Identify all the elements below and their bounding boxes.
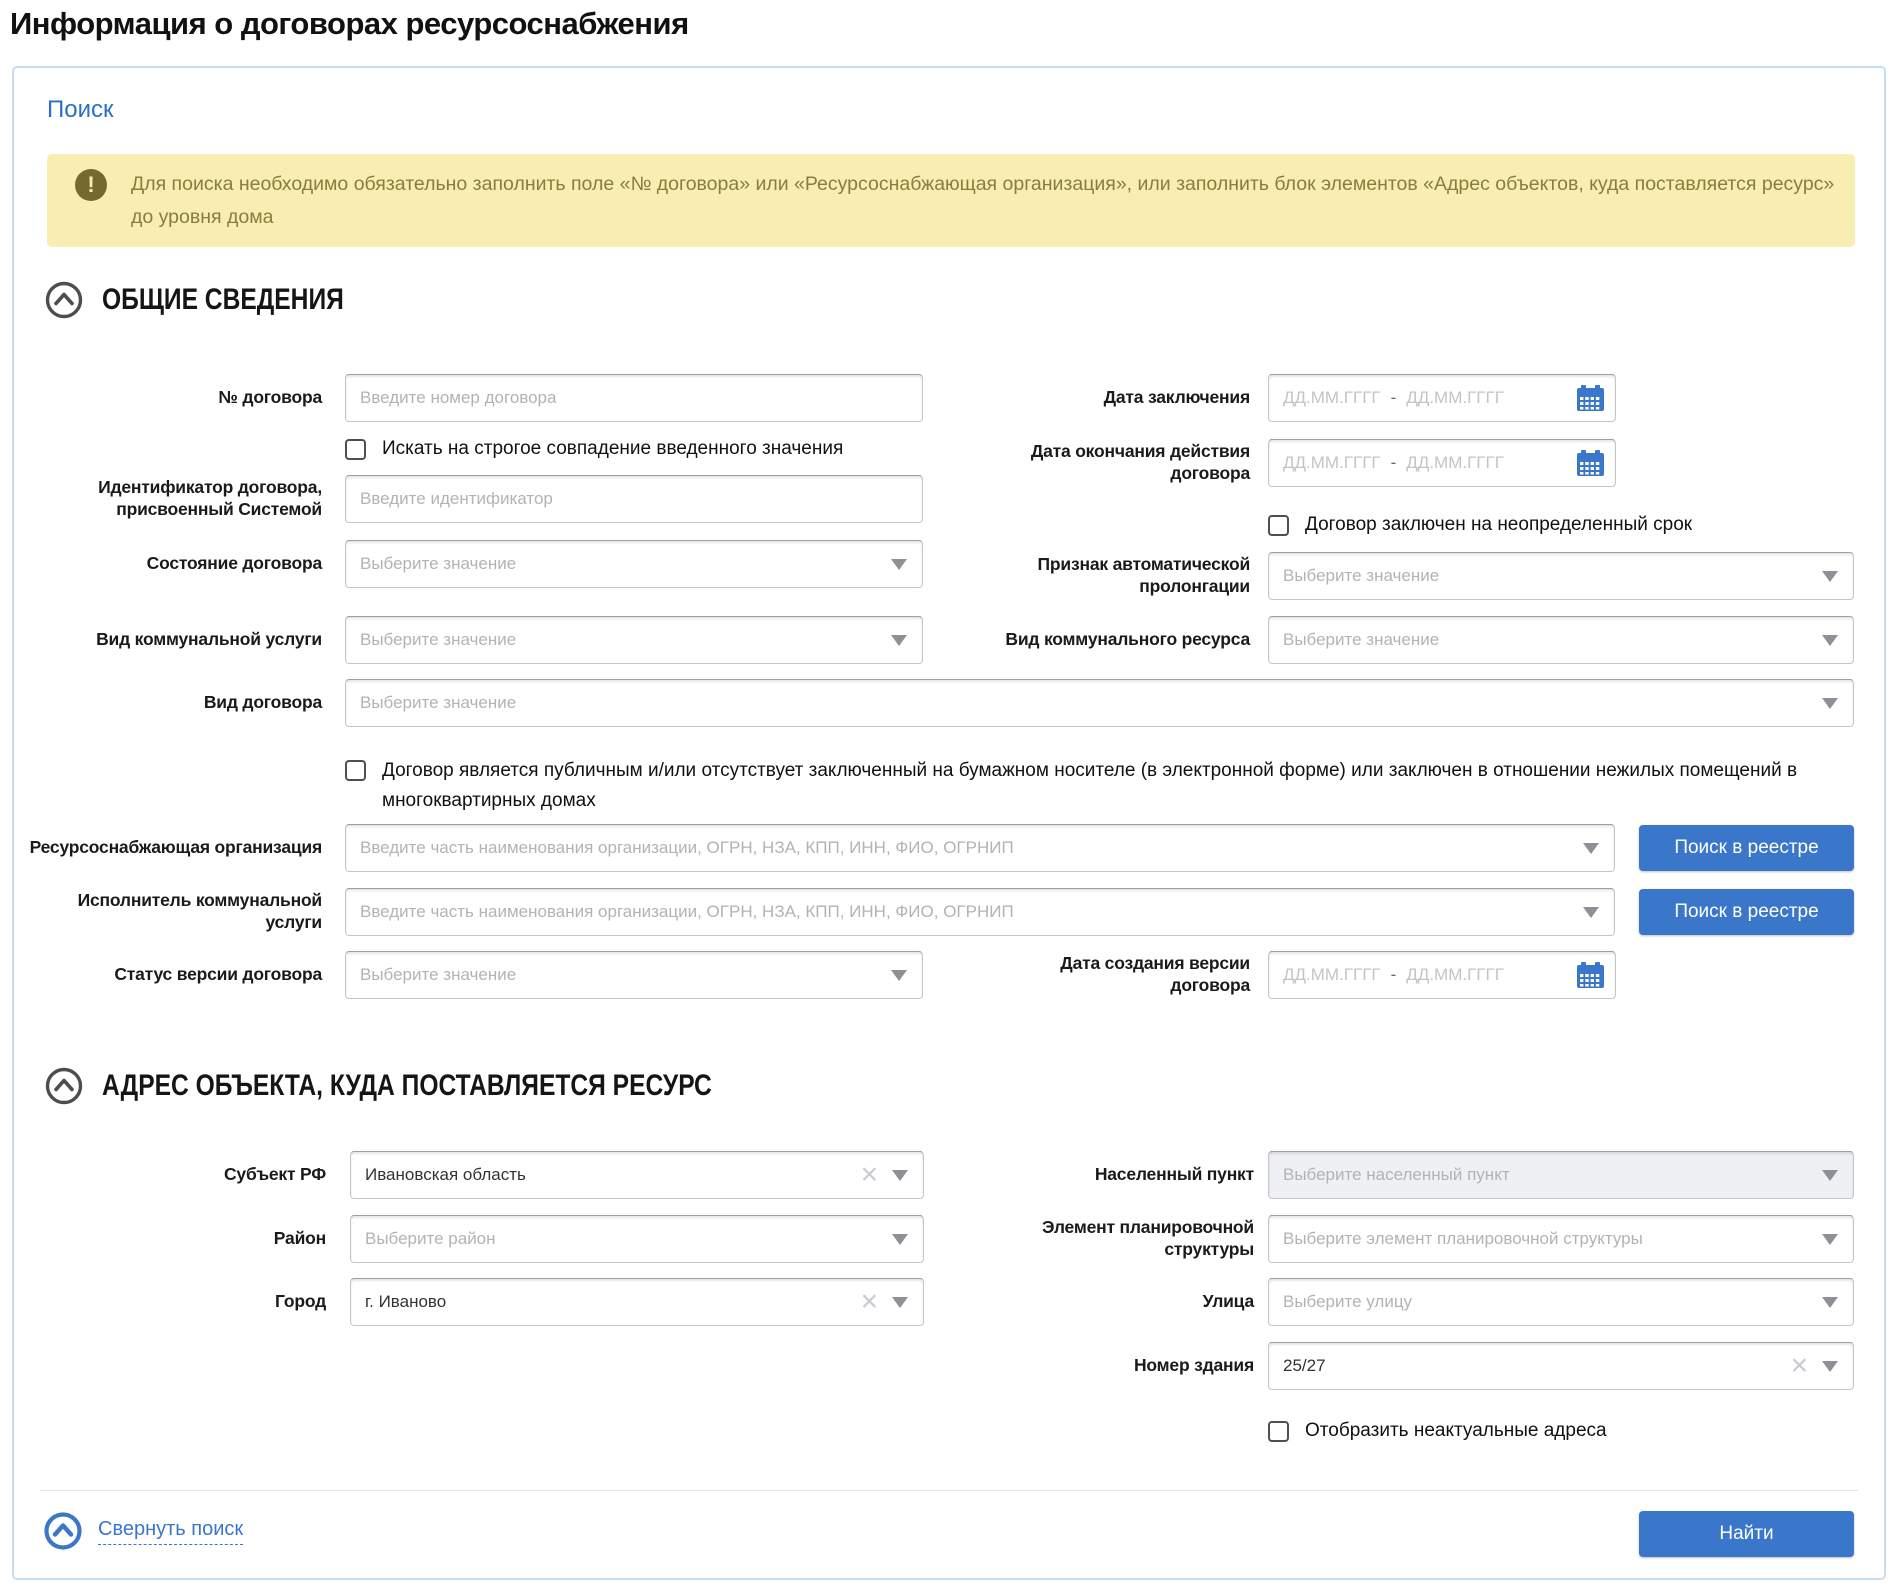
strict-match-checkbox[interactable]	[345, 439, 366, 460]
district-select[interactable]	[350, 1215, 924, 1263]
utility-resource-type-select[interactable]	[1268, 616, 1854, 664]
clear-icon[interactable]: ✕	[1789, 1352, 1809, 1379]
version-date-from[interactable]: ДД.ММ.ГГГГ	[1283, 965, 1381, 984]
chevron-down-icon[interactable]	[891, 635, 907, 646]
chevron-down-icon[interactable]	[1583, 843, 1599, 854]
expiration-date-to[interactable]: ДД.ММ.ГГГГ	[1406, 453, 1504, 472]
public-contract-checkbox[interactable]	[345, 760, 366, 781]
collapse-address-section-icon[interactable]	[44, 1066, 84, 1106]
search-heading: Поиск	[47, 96, 114, 123]
public-contract-label: Договор является публичным и/или отсутствует заключенный на бумажном носителе (в электронной форме) или заключен в отношении нежилых помещений в многоквартирных домах	[382, 760, 1798, 811]
date-separator: -	[1390, 388, 1397, 407]
contract-id-input[interactable]	[360, 489, 908, 509]
general-section-header	[44, 280, 397, 320]
page-title: Информация о договорах ресурсоснабжения	[10, 6, 689, 41]
contract-type-select[interactable]	[345, 679, 1854, 727]
indefinite-term-checkbox[interactable]	[1268, 515, 1289, 536]
select-placeholder: Выберите район	[365, 1229, 496, 1248]
indefinite-term-label: Договор заключен на неопределенный срок	[1305, 514, 1693, 535]
contract-id-field[interactable]	[345, 475, 923, 523]
contract-number-label: № договора	[218, 387, 322, 408]
select-placeholder: Выберите значение	[1283, 630, 1440, 649]
select-placeholder: Выберите населенный пункт	[1283, 1165, 1510, 1184]
version-status-label: Статус версии договора	[114, 964, 322, 985]
version-status-select[interactable]	[345, 951, 923, 999]
conclusion-date-label: Дата заключения	[1103, 387, 1250, 408]
chevron-down-icon[interactable]	[1822, 698, 1838, 709]
chevron-down-icon[interactable]	[1822, 1234, 1838, 1245]
chevron-down-icon[interactable]	[1822, 1297, 1838, 1308]
chevron-down-icon[interactable]	[892, 1297, 908, 1308]
collapse-search-link[interactable]	[42, 1510, 243, 1552]
planning-element-label: Элемент планировочной структуры	[1042, 1217, 1254, 1259]
service-executor-input[interactable]	[360, 902, 1600, 922]
street-label: Улица	[1202, 1291, 1254, 1312]
version-created-date-range[interactable]	[1268, 951, 1616, 999]
chevron-down-icon[interactable]	[1583, 907, 1599, 918]
strict-match-label: Искать на строгое совпадение введенного значения	[382, 438, 844, 459]
calendar-icon[interactable]	[1577, 385, 1604, 411]
contract-state-label: Состояние договора	[146, 553, 322, 574]
address-section-title: АДРЕС ОБЪЕКТА, КУДА ПОСТАВЛЯЕТСЯ РЕСУРС	[102, 1069, 712, 1102]
conclusion-date-from[interactable]: ДД.ММ.ГГГГ	[1283, 388, 1381, 407]
notice-banner	[47, 154, 1855, 247]
city-value: г. Иваново	[365, 1292, 447, 1311]
executor-registry-search-button[interactable]: Поиск в реестре	[1639, 889, 1854, 935]
city-label: Город	[275, 1291, 326, 1312]
find-button[interactable]: Найти	[1639, 1511, 1854, 1557]
auto-prolongation-label: Признак автоматической пролонгации	[1037, 554, 1250, 596]
warning-icon: !	[75, 169, 107, 201]
collapse-general-section-icon[interactable]	[44, 280, 84, 320]
supplier-registry-search-button[interactable]: Поиск в реестре	[1639, 825, 1854, 871]
contract-id-label: Идентификатор договора, присвоенный Системой	[98, 477, 322, 519]
building-number-label: Номер здания	[1133, 1355, 1254, 1376]
utility-service-type-label: Вид коммунальной услуги	[96, 629, 322, 650]
region-label: Субъект РФ	[223, 1164, 326, 1185]
street-select[interactable]	[1268, 1278, 1854, 1326]
contract-number-field[interactable]	[345, 374, 923, 422]
region-value: Ивановская область	[365, 1165, 526, 1184]
chevron-down-icon[interactable]	[892, 1170, 908, 1181]
settlement-select	[1268, 1151, 1854, 1199]
footer-divider	[40, 1490, 1858, 1491]
chevron-down-icon[interactable]	[891, 559, 907, 570]
building-number-combo[interactable]	[1268, 1342, 1854, 1390]
version-created-date-label: Дата создания версии договора	[1060, 953, 1250, 995]
auto-prolongation-select[interactable]	[1268, 552, 1854, 600]
calendar-icon[interactable]	[1577, 450, 1604, 476]
district-label: Район	[273, 1228, 326, 1249]
select-placeholder: Выберите значение	[360, 554, 517, 573]
address-section-header	[44, 1066, 846, 1106]
chevron-up-circle-icon[interactable]	[42, 1510, 84, 1552]
expiration-date-label: Дата окончания действия договора	[1030, 441, 1250, 483]
expiration-date-from[interactable]: ДД.ММ.ГГГГ	[1283, 453, 1381, 472]
search-panel	[12, 66, 1886, 1580]
contract-number-input[interactable]	[360, 388, 908, 408]
chevron-down-icon	[1822, 1170, 1838, 1181]
conclusion-date-range[interactable]	[1268, 374, 1616, 422]
select-placeholder: Выберите значение	[360, 965, 517, 984]
supplier-org-label: Ресурсоснабжающая организация	[29, 837, 322, 858]
chevron-down-icon[interactable]	[891, 970, 907, 981]
select-placeholder: Выберите значение	[360, 630, 517, 649]
chevron-down-icon[interactable]	[892, 1234, 908, 1245]
show-inactive-checkbox[interactable]	[1268, 1421, 1289, 1442]
planning-element-select[interactable]	[1268, 1215, 1854, 1263]
settlement-label: Населенный пункт	[1094, 1164, 1254, 1185]
supplier-org-combo[interactable]	[345, 824, 1615, 872]
contract-state-select[interactable]	[345, 540, 923, 588]
select-placeholder: Выберите значение	[1283, 566, 1440, 585]
general-section-title: ОБЩИЕ СВЕДЕНИЯ	[102, 283, 344, 316]
utility-resource-type-label: Вид коммунального ресурса	[1005, 629, 1250, 650]
chevron-down-icon[interactable]	[1822, 1361, 1838, 1372]
chevron-down-icon[interactable]	[1822, 635, 1838, 646]
clear-icon[interactable]: ✕	[859, 1288, 879, 1315]
select-placeholder: Выберите улицу	[1283, 1292, 1413, 1311]
region-combo[interactable]	[350, 1151, 924, 1199]
conclusion-date-to[interactable]: ДД.ММ.ГГГГ	[1406, 388, 1504, 407]
show-inactive-label: Отобразить неактуальные адреса	[1305, 1420, 1607, 1441]
supplier-org-input[interactable]	[360, 838, 1600, 858]
service-executor-combo[interactable]	[345, 888, 1615, 936]
building-number-value: 25/27	[1283, 1356, 1326, 1375]
expiration-date-range[interactable]	[1268, 439, 1616, 487]
select-placeholder: Выберите значение	[360, 693, 517, 712]
notice-text: Для поиска необходимо обязательно заполнить поле «№ договора» или «Ресурсоснабжающая организация», или заполнить блок элементов «Адрес объектов, куда поставляется ресурс» до уровня дома	[131, 173, 1835, 228]
utility-service-type-select[interactable]	[345, 616, 923, 664]
clear-icon[interactable]: ✕	[859, 1161, 879, 1188]
contract-type-label: Вид договора	[203, 692, 322, 713]
chevron-down-icon[interactable]	[1822, 571, 1838, 582]
service-executor-label: Исполнитель коммунальной услуги	[77, 890, 322, 932]
date-separator: -	[1390, 965, 1397, 984]
version-date-to[interactable]: ДД.ММ.ГГГГ	[1406, 965, 1504, 984]
date-separator: -	[1390, 453, 1397, 472]
select-placeholder: Выберите элемент планировочной структуры	[1283, 1229, 1643, 1248]
city-combo[interactable]	[350, 1278, 924, 1326]
collapse-search-label[interactable]: Свернуть поиск	[98, 1518, 243, 1545]
calendar-icon[interactable]	[1577, 962, 1604, 988]
